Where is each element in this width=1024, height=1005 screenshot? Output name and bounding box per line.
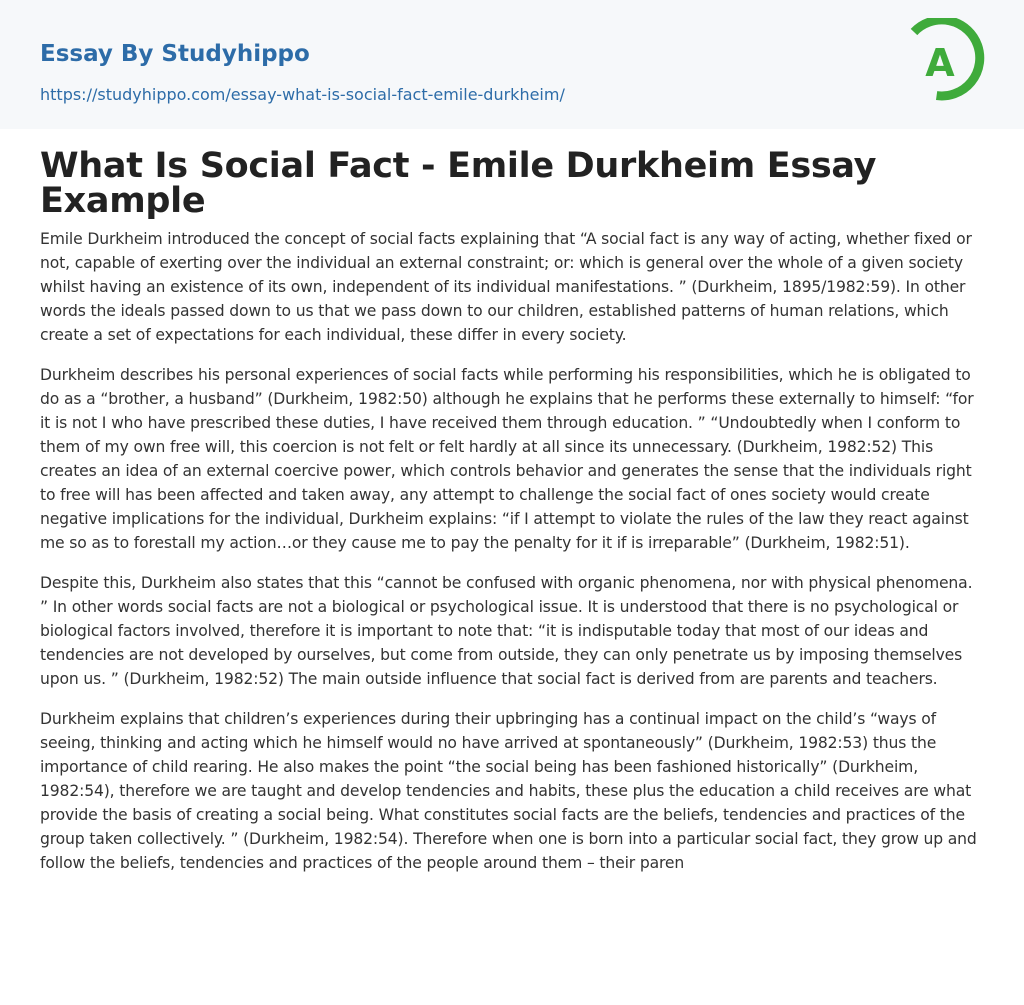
article-paragraph-3: Despite this, Durkheim also states that this “cannot be confused with organic phenomena, nor with physical phenomena. ” In other words social facts are not a biological or psychological issue. It is understood that there is no psychological or biological factors involved, therefore it is important to note that: “it is indisputable today that most of our ideas and tendencies are not developed by ourselves, but come from outside, they can only penetrate us by imposing themselves upon us. ” (Durkheim, 1982:52) The main outside influence that social fact is derived from are parents and teachers. (40, 574, 973, 688)
article-paragraph-4: Durkheim explains that children’s experiences during their upbringing has a continual impact on the child’s “ways of seeing, thinking and acting which he himself would no have arrived at spontaneously” (Durkheim, 1982:53) thus the importance of child rearing. He also makes the point “the social being has been fashioned historically” (Durkheim, 1982:54), therefore we are taught and develop tendencies and habits, these plus the education a child receives are what provide the basis of creating a social being. What constitutes social facts are the beliefs, tendencies and practices of the group taken collectively. ” (Durkheim, 1982:54). Therefore when one is born into a particular social fact, they grow up and follow the beliefs, tendencies and practices of the people around them – their paren (40, 710, 977, 872)
studyhippo-logo[interactable] (909, 18, 989, 108)
site-header (0, 0, 1024, 129)
article-title: What Is Social Fact - Emile Durkheim Essay Example (40, 146, 877, 221)
article-content (40, 146, 984, 891)
logo-letter: A (925, 41, 955, 85)
site-brand-title[interactable]: Essay By Studyhippo (40, 41, 310, 67)
article-paragraph-2: Durkheim describes his personal experiences of social facts while performing his responsibilities, which he is obligated to do as a “brother, a husband” (Durkheim, 1982:50) although he explains that he performs these externally to himself: “for it is not I who have prescribed these duties, I have received them through education. ” “Undoubtedly when I conform to them of my own free will, this coercion is not felt or felt hardly at all since its unnecessary. (Durkheim, 1982:52) This creates an idea of an external coercive power, which controls behavior and generates the sense that the individuals right to free will has been affected and taken away, any attempt to challenge the social fact of ones society would create negative implications for the individual, Durkheim explains: “if I attempt to violate the rules of the law they react against me so as to forestall my action…or they cause me to pay the penalty for it if is irreparable” (Durkheim, 1982:51). (40, 366, 974, 552)
article-paragraph-1: Emile Durkheim introduced the concept of social facts explaining that “A social fact is any way of acting, whether fixed or not, capable of exerting over the individual an external constraint; or: which is general over the whole of a given society whilst having an existence of its own, independent of its individual manifestations. ” (Durkheim, 1895/1982:59). In other words the ideals passed down to us that we pass down to our children, established patterns of human relations, which create a set of expectations for each individual, these differ in every society. (40, 230, 972, 344)
source-url-link[interactable]: https://studyhippo.com/essay-what-is-social-fact-emile-durkheim/ (40, 85, 565, 104)
